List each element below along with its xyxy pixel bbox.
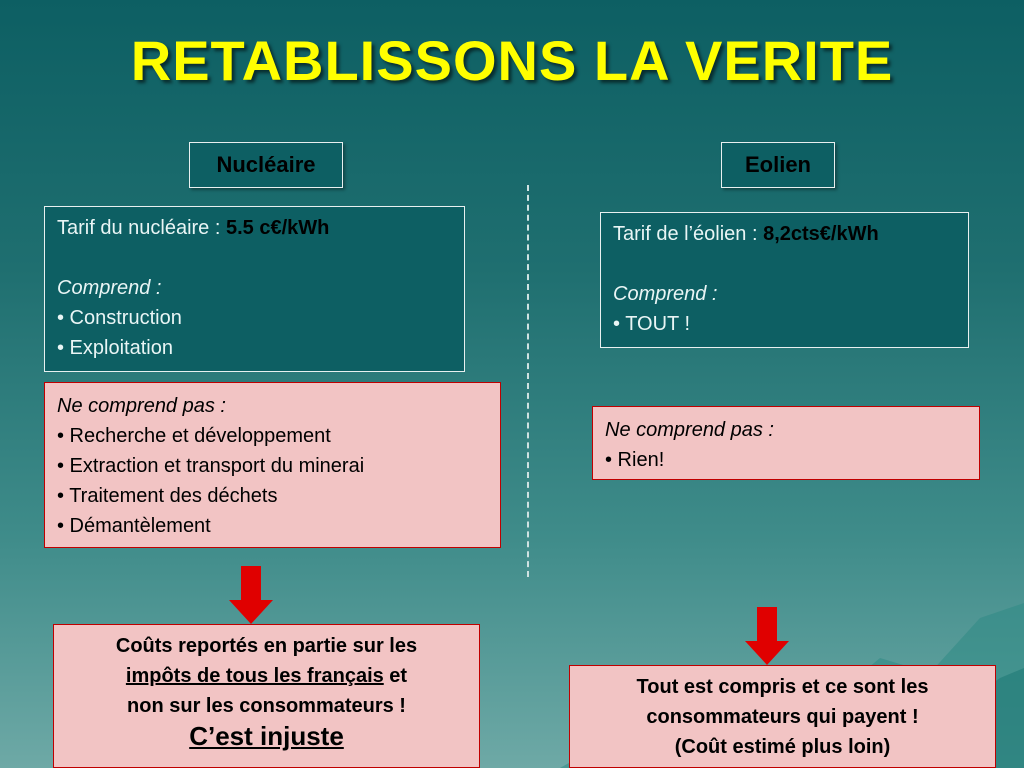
wind-tariff-value: 8,2cts€/kWh <box>763 223 879 245</box>
nuclear-excludes-box <box>44 382 501 548</box>
nuclear-include-item: • Construction <box>57 307 182 329</box>
nuclear-exclude-item: • Démantèlement <box>57 515 211 537</box>
arrow-down-icon <box>745 607 789 665</box>
wind-tariff-label: Tarif de l’éolien : <box>613 223 764 245</box>
nuclear-tariff-box <box>44 206 465 372</box>
wind-conclusion-line: (Coût estimé plus loin) <box>674 736 891 758</box>
wind-header: Eolien <box>721 142 835 188</box>
wind-tariff-box <box>600 212 969 348</box>
nuclear-include-item: • Exploitation <box>57 337 173 359</box>
nuclear-header: Nucléaire <box>189 142 343 188</box>
nuclear-tariff-label: Tarif du nucléaire : <box>57 217 226 239</box>
page-title: RETABLISSONS LA VERITE <box>130 29 894 92</box>
wind-tariff-line <box>613 219 956 249</box>
nuclear-conclusion-box <box>53 624 480 768</box>
wind-conclusion-line: consommateurs qui payent ! <box>646 706 919 728</box>
wind-excludes-box <box>592 406 980 480</box>
nuclear-excludes-label: Ne comprend pas : <box>57 395 226 417</box>
arrow-down-icon <box>229 566 273 624</box>
wind-excludes-label: Ne comprend pas : <box>605 419 774 441</box>
nuclear-includes-label: Comprend : <box>57 277 162 299</box>
center-divider <box>527 185 529 577</box>
nuclear-tariff-line <box>57 213 452 243</box>
wind-conclusion-line: Tout est compris et ce sont les <box>636 676 929 698</box>
underlined-phrase: impôts de tous les français <box>125 665 384 687</box>
nuclear-conclusion-line: Coûts reportés en partie sur les <box>115 635 418 657</box>
wind-include-item: • TOUT ! <box>613 313 691 335</box>
nuclear-exclude-item: • Extraction et transport du minerai <box>57 455 365 477</box>
nuclear-conclusion-line: impôts de tous les français et <box>125 665 408 687</box>
wind-exclude-item: • Rien! <box>605 449 665 471</box>
nuclear-conclusion-line: non sur les consommateurs ! <box>127 695 406 717</box>
nuclear-tariff-value: 5.5 c€/kWh <box>225 217 330 239</box>
wind-conclusion-box <box>569 665 996 768</box>
nuclear-exclude-item: • Recherche et développement <box>57 425 331 447</box>
wind-includes-label: Comprend : <box>613 283 718 305</box>
nuclear-exclude-item: • Traitement des déchets <box>57 485 278 507</box>
nuclear-conclusion-emphasis: C’est injuste <box>189 721 344 751</box>
